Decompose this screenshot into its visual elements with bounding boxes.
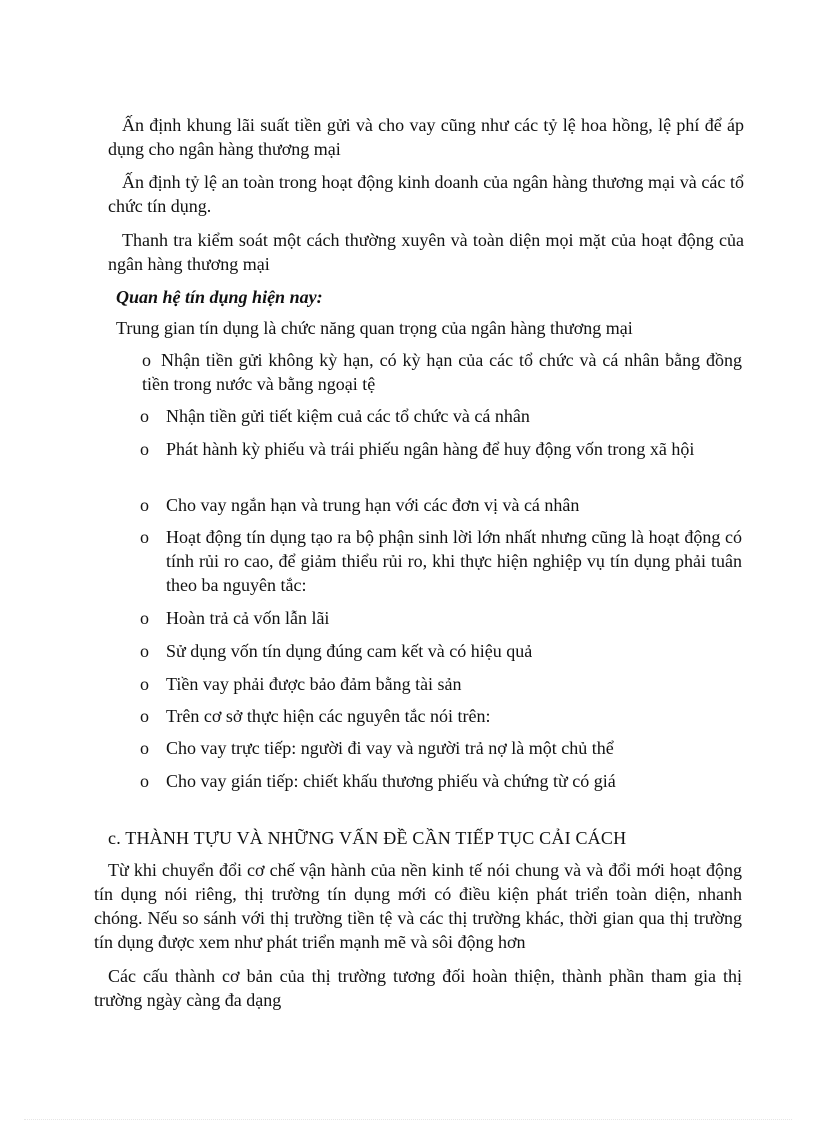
list-item bbox=[140, 769, 742, 793]
intro-line: Trung gian tín dụng là chức năng quan trọng của ngân hàng thương mại bbox=[116, 318, 633, 338]
bullet-marker: o bbox=[140, 439, 149, 459]
list-item-text: Nhận tiền gửi tiết kiệm cuả các tổ chức và cá nhân bbox=[166, 406, 530, 426]
list-item bbox=[140, 704, 742, 728]
list-item bbox=[140, 672, 742, 696]
list-item bbox=[140, 606, 742, 630]
page-bottom-divider bbox=[24, 1119, 792, 1120]
list-item bbox=[116, 348, 742, 396]
paragraph-market-structure: Các cấu thành cơ bản của thị trường tương đối hoàn thiện, thành phần tham gia thị trường ngày càng đa dạng bbox=[94, 966, 742, 1010]
bullet-marker: o bbox=[140, 641, 149, 661]
list-item-text: Cho vay ngắn hạn và trung hạn với các đơn vị và cá nhân bbox=[166, 495, 580, 515]
list-item bbox=[140, 493, 742, 517]
paragraph-inspection: Thanh tra kiểm soát một cách thường xuyên và toàn diện mọi mặt của hoạt động của ngân hàng thương mại bbox=[108, 230, 744, 274]
subheading-credit-relations: Quan hệ tín dụng hiện nay: bbox=[116, 287, 323, 307]
list-item-text: Cho vay gián tiếp: chiết khấu thương phiếu và chứng từ có giá bbox=[166, 771, 616, 791]
bullet-marker: o bbox=[140, 527, 149, 547]
list-item bbox=[140, 404, 742, 428]
bullet-marker: o bbox=[140, 674, 149, 694]
paragraph-interest-rate: Ấn định khung lãi suất tiền gửi và cho vay cũng như các tỷ lệ hoa hồng, lệ phí để áp dụng cho ngân hàng thương mại bbox=[108, 115, 744, 159]
list-item-text: Tiền vay phải được bảo đảm bằng tài sản bbox=[166, 674, 462, 694]
section-title: c. THÀNH TỰU VÀ NHỮNG VẤN ĐỀ CẦN TIẾP TỤC CẢI CÁCH bbox=[108, 828, 627, 848]
list-item bbox=[140, 736, 742, 760]
paragraph-achievements: Từ khi chuyển đổi cơ chế vận hành của nền kinh tế nói chung và và đổi mới hoạt động tín dụng nói riêng, thị trường tín dụng mới có điều kiện phát triển toàn diện, nhanh chóng. Nếu so sánh với thị trường tiền tệ và các thị trường khác, thời gian qua thị trường tín dụng được xem như phát triển mạnh mẽ và sôi động hơn bbox=[94, 860, 742, 952]
bullet-marker: o bbox=[140, 738, 149, 758]
list-item-text: Phát hành kỳ phiếu và trái phiếu ngân hàng để huy động vốn trong xã hội bbox=[166, 439, 695, 459]
paragraph-safety-ratio: Ấn định tỷ lệ an toàn trong hoạt động kinh doanh của ngân hàng thương mại và các tổ chức tín dụng. bbox=[108, 172, 744, 216]
bullet-marker: o bbox=[140, 771, 149, 791]
bullet-marker: o bbox=[140, 406, 149, 426]
list-item bbox=[140, 525, 742, 597]
list-item bbox=[140, 639, 742, 663]
list-item-text: Hoạt động tín dụng tạo ra bộ phận sinh lời lớn nhất nhưng cũng là hoạt động có tính rủi ro cao, để giảm thiểu rủi ro, khi thực hiện nghiệp vụ tín dụng phải tuân theo ba nguyên tắc: bbox=[166, 527, 742, 595]
bullet-marker: o bbox=[140, 608, 149, 628]
list-item-text: Sử dụng vốn tín dụng đúng cam kết và có hiệu quả bbox=[166, 641, 533, 661]
list-item-text: Nhận tiền gửi không kỳ hạn, có kỳ hạn của các tổ chức và cá nhân bằng đồng tiền trong nước và bằng ngoại tệ bbox=[142, 350, 742, 394]
list-item-text: Cho vay trực tiếp: người đi vay và người trả nợ là một chủ thể bbox=[166, 738, 614, 758]
list-item bbox=[140, 437, 742, 461]
list-item-text: Hoàn trả cả vốn lẫn lãi bbox=[166, 608, 330, 628]
list-item-text: Trên cơ sở thực hiện các nguyên tắc nói trên: bbox=[166, 706, 491, 726]
bullet-marker: o bbox=[140, 706, 149, 726]
bullet-marker: o bbox=[142, 350, 151, 370]
bullet-marker: o bbox=[140, 495, 149, 515]
